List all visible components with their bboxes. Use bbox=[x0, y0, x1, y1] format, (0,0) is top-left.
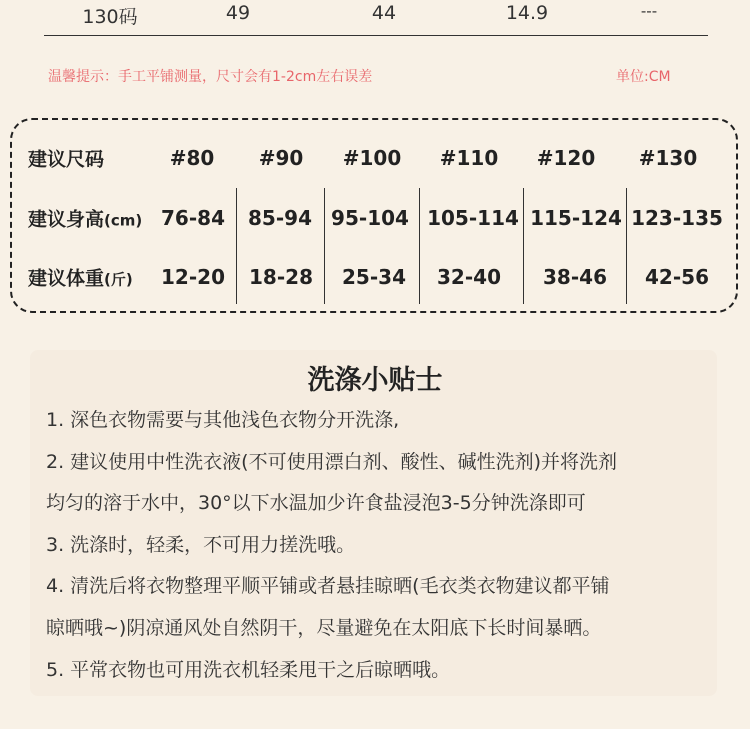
weight-cell: 32-40 bbox=[437, 265, 501, 289]
height-unit: (cm) bbox=[104, 211, 143, 230]
tip-line: 4. 清洗后将衣物整理平顺平铺或者悬挂晾晒(毛衣类衣物建议都平铺 bbox=[46, 575, 610, 597]
height-cell: 76-84 bbox=[161, 206, 225, 230]
weight-cell: 12-20 bbox=[161, 265, 225, 289]
height-cell: 85-94 bbox=[248, 206, 312, 230]
tips-title: 洗涤小贴士 bbox=[307, 365, 443, 396]
column-divider bbox=[324, 188, 325, 304]
tip-line: 晾晒哦~)阴凉通风处自然阴干，尽量避免在太阳底下长时间暴晒。 bbox=[46, 617, 602, 639]
height-cell: 123-135 bbox=[631, 206, 723, 230]
size-row-label: 建议尺码 bbox=[28, 148, 105, 171]
weight-cell: 18-28 bbox=[249, 265, 313, 289]
measure-cell: 49 bbox=[225, 2, 251, 24]
tip-line: 5. 平常衣物也可用洗衣机轻柔甩干之后晾晒哦。 bbox=[46, 659, 451, 681]
washing-tips-card bbox=[30, 350, 717, 696]
height-cell: 105-114 bbox=[427, 206, 519, 230]
tip-line: 3. 洗涤时，轻柔，不可用力搓洗哦。 bbox=[46, 534, 356, 556]
column-divider bbox=[523, 188, 524, 304]
unit-note: 单位:CM bbox=[616, 69, 671, 85]
tip-line: 2. 建议使用中性洗衣液(不可使用漂白剂、酸性、碱性洗剂)并将洗剂 bbox=[46, 451, 617, 473]
size-row-130 bbox=[0, 0, 750, 36]
size-header: #80 bbox=[169, 146, 215, 170]
weight-cell: 25-34 bbox=[342, 265, 406, 289]
size-header: #120 bbox=[536, 146, 596, 170]
measure-cell: 44 bbox=[371, 2, 397, 24]
weight-cell: 42-56 bbox=[645, 265, 709, 289]
weight-unit: (斤) bbox=[104, 270, 133, 289]
table-divider bbox=[44, 35, 708, 36]
column-divider bbox=[626, 188, 627, 304]
height-row-label bbox=[28, 205, 142, 232]
measure-cell: 14.9 bbox=[505, 2, 549, 24]
size-header: #90 bbox=[258, 146, 304, 170]
tip-line: 均匀的溶于水中，30°以下水温加少许食盐浸泡3-5分钟洗涤即可 bbox=[46, 492, 586, 514]
column-divider bbox=[236, 188, 237, 304]
size-cell: 130码 bbox=[82, 6, 138, 28]
tip-line: 1. 深色衣物需要与其他浅色衣物分开洗涤, bbox=[46, 409, 400, 431]
weight-row-label bbox=[28, 264, 133, 291]
size-header: #100 bbox=[342, 146, 402, 170]
measurement-note: 温馨提示：手工平铺测量，尺寸会有1-2cm左右误差 bbox=[48, 69, 373, 85]
size-header: #130 bbox=[638, 146, 698, 170]
weight-cell: 38-46 bbox=[543, 265, 607, 289]
column-divider bbox=[419, 188, 420, 304]
measure-cell: --- bbox=[640, 2, 658, 20]
height-label-text: 建议身高 bbox=[28, 208, 105, 231]
weight-label-text: 建议体重 bbox=[28, 267, 105, 290]
height-cell: 115-124 bbox=[530, 206, 622, 230]
height-cell: 95-104 bbox=[331, 206, 409, 230]
size-header: #110 bbox=[439, 146, 499, 170]
